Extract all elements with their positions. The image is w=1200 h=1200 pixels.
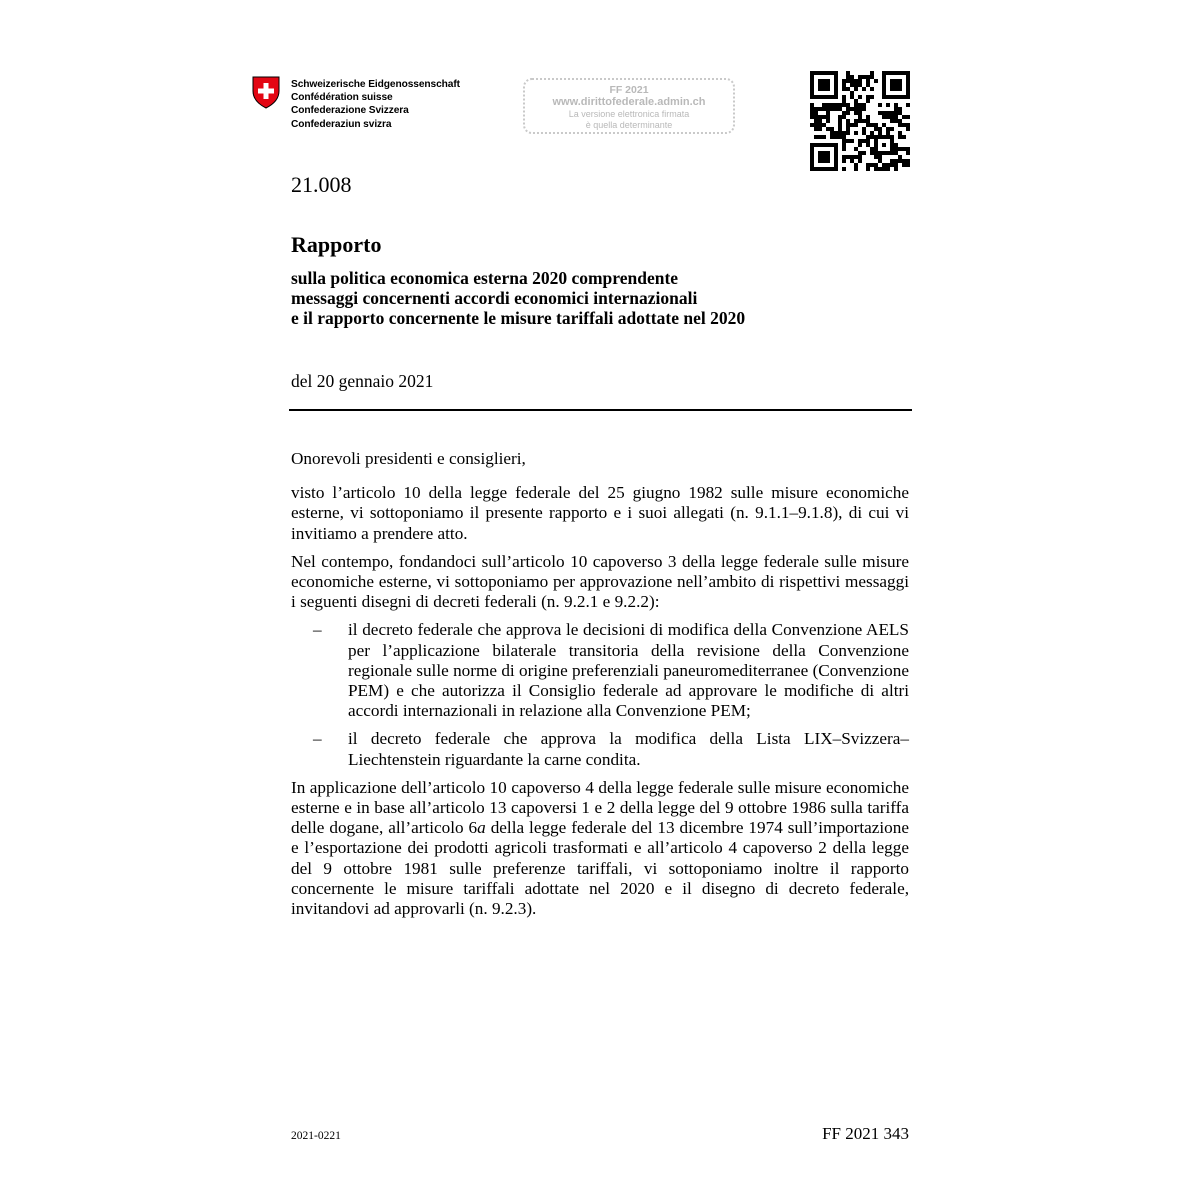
subtitle-line: messaggi concernenti accordi economici internazionali: [291, 288, 698, 308]
paragraph-text: della legge federale del 13 dicembre 1974 sull’importazione e l’esportazione dei prodotti agricoli trasformati e all’articolo 4 capoverso 2 della legge del 9 ottobre 1981 sulle preferenze tariffali, vi sottoponiamo inoltre il rapporto concernente le misure tariffali adottate nel 2020 e il disegno di decreto federale, invitandovi ad approvarli (n. 9.2.3).: [291, 818, 909, 919]
paragraph-text: In applicazione dell’articolo 10 capoverso 4 della legge federale sulle misure economiche esterne e in base all’articolo 13 capoversi 1 e 2 della legge del 9 ottobre 1986 sulla tariffa delle dogane, all’articolo 6: [291, 777, 909, 838]
stamp-line-2: www.dirittofederale.admin.ch: [552, 96, 706, 108]
list-bullet: –: [313, 729, 322, 749]
authority-line-fr: Confédération suisse: [291, 92, 393, 104]
document-title: Rapporto: [291, 232, 382, 257]
body-paragraph: visto l’articolo 10 della legge federale del 25 giugno 1982 sulle misure economiche esterne, vi sottoponiamo il presente rapporto e i suoi allegati (n. 9.1.1–9.1.8), di cui vi invitiamo a prendere atto.: [291, 483, 909, 543]
list-item-text: il decreto federale che approva le decisioni di modifica della Convenzione AELS per l’applicazione bilaterale transitoria della revisione della Convenzione regionale sulle norme di origine preferenziali paneuromediterranee (Convenzione PEM) e che autorizza il Consiglio federale ad approvare le modifiche di altri accordi internazionali in relazione alla Convenzione PEM;: [348, 620, 909, 721]
salutation: Onorevoli presidenti e consiglieri,: [291, 449, 526, 468]
decree-list: [291, 620, 909, 769]
document-number: 21.008: [291, 172, 352, 197]
authority-line-de: Schweizerische Eidgenossenschaft: [291, 79, 460, 90]
stamp-line-4: è quella determinante: [585, 120, 673, 130]
list-item: [291, 729, 909, 769]
qr-code-icon: [810, 71, 910, 171]
list-bullet: –: [313, 620, 322, 640]
footer-document-id: 2021-0221: [291, 1130, 341, 1142]
document-date: del 20 gennaio 2021: [291, 371, 434, 391]
article-letter: a: [477, 818, 486, 838]
swiss-cross-icon: [252, 76, 280, 109]
authority-line-it: Confederazione Svizzera: [291, 105, 409, 117]
body-paragraph: Nel contempo, fondandoci sull’articolo 10 capoverso 3 della legge federale sulle misure economiche esterne, vi sottoponiamo per approvazione nell’ambito di rispettivi messaggi i seguenti disegni di decreti federali (n. 9.2.1 e 9.2.2):: [291, 551, 909, 612]
subtitle-line: e il rapporto concernente le misure tariffali adottate nel 2020: [291, 308, 746, 328]
stamp-line-3: La versione elettronica firmata: [568, 109, 690, 119]
authority-line-rm: Confederaziun svizra: [291, 118, 392, 130]
publication-stamp: [523, 78, 735, 134]
federal-authority-name: [291, 78, 460, 131]
body-paragraph: [291, 778, 909, 919]
list-item-text: il decreto federale che approva la modifica della Lista LIX–Svizzera–Liechtenstein riguardante la carne condita.: [348, 729, 909, 769]
stamp-line-1: FF 2021: [609, 84, 649, 96]
header-divider: [289, 409, 912, 411]
document-subtitle: [291, 268, 745, 328]
footer-reference: FF 2021 343: [822, 1124, 909, 1143]
document-body: [291, 449, 909, 927]
list-item: [291, 620, 909, 721]
subtitle-line: sulla politica economica esterna 2020 comprendente: [291, 268, 679, 288]
